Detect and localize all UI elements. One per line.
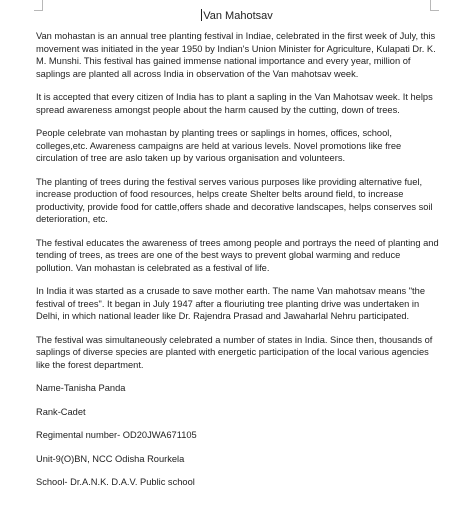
- signature-unit[interactable]: Unit-9(O)BN, NCC Odisha Rourkela: [36, 453, 185, 464]
- paragraph-intro[interactable]: Van mohastan is an annual tree planting festival in Indiae, celebrated in the first week of July, this movement was initiated in the year 1950 by Indian's Union Minister for Agriculture, Kulapati Dr. K. M. Munshi. This festival has gained immense national importance and every year, million of saplings are planted all across India in observation of the Van mahotsav week.: [36, 31, 436, 79]
- signature-name[interactable]: Name-Tanisha Panda: [36, 383, 126, 393]
- paragraph-celebration[interactable]: People celebrate van mohastan by planting trees or saplings in homes, offices, school, colleges,etc. Awareness campaigns are held at various levels. Novel promotions like free circulation of tree are aslo taken up by various organisation and volunteers.: [36, 128, 402, 163]
- document-body[interactable]: [36, 30, 440, 500]
- document-title-line[interactable]: [0, 9, 474, 23]
- document-title[interactable]: Van Mahotsav: [203, 10, 273, 22]
- paragraph-history[interactable]: In India it was started as a crusade to save mother earth. The name Van mahotsav means "the festival of trees". It began in July 1947 after a flouriuting tree planting drive was undertaken in Delhi, in which national leader like Dr. Rajendra Prasad and Jawaharlal Nehru participated.: [36, 286, 425, 321]
- paragraph-purposes[interactable]: The planting of trees during the festival serves various purposes like providing alternative fuel, increase production of food resources, helps create Shelter belts around field, to increase productivity, provide food for cattle,offers shade and decorative landscapes, helps conserves soil deterioration, etc.: [36, 176, 433, 224]
- paragraph-citizen-duty[interactable]: It is accepted that every citizen of India has to plant a sapling in the Van Mahotsav week. It helps spread awareness amongst people about the harm caused by the cutting, down of trees.: [36, 92, 433, 115]
- signature-school[interactable]: School- Dr.A.N.K. D.A.V. Public school: [36, 477, 195, 487]
- signature-rank[interactable]: Rank-Cadet: [36, 406, 86, 417]
- paragraph-states[interactable]: The festival was simultaneously celebrated a number of states in India. Since then, thousands of saplings of diverse species are planted with energetic participation of the local various agencies like the forest department.: [36, 334, 433, 370]
- paragraph-awareness[interactable]: The festival educates the awareness of trees among people and portrays the need of planting and tending of trees, as trees are one of the best ways to prevent global warming and reduce pollution. Van mohastan is celebrated as a festival of life.: [36, 237, 439, 273]
- signature-regimental-number[interactable]: Regimental number- OD20JWA671105: [36, 430, 197, 440]
